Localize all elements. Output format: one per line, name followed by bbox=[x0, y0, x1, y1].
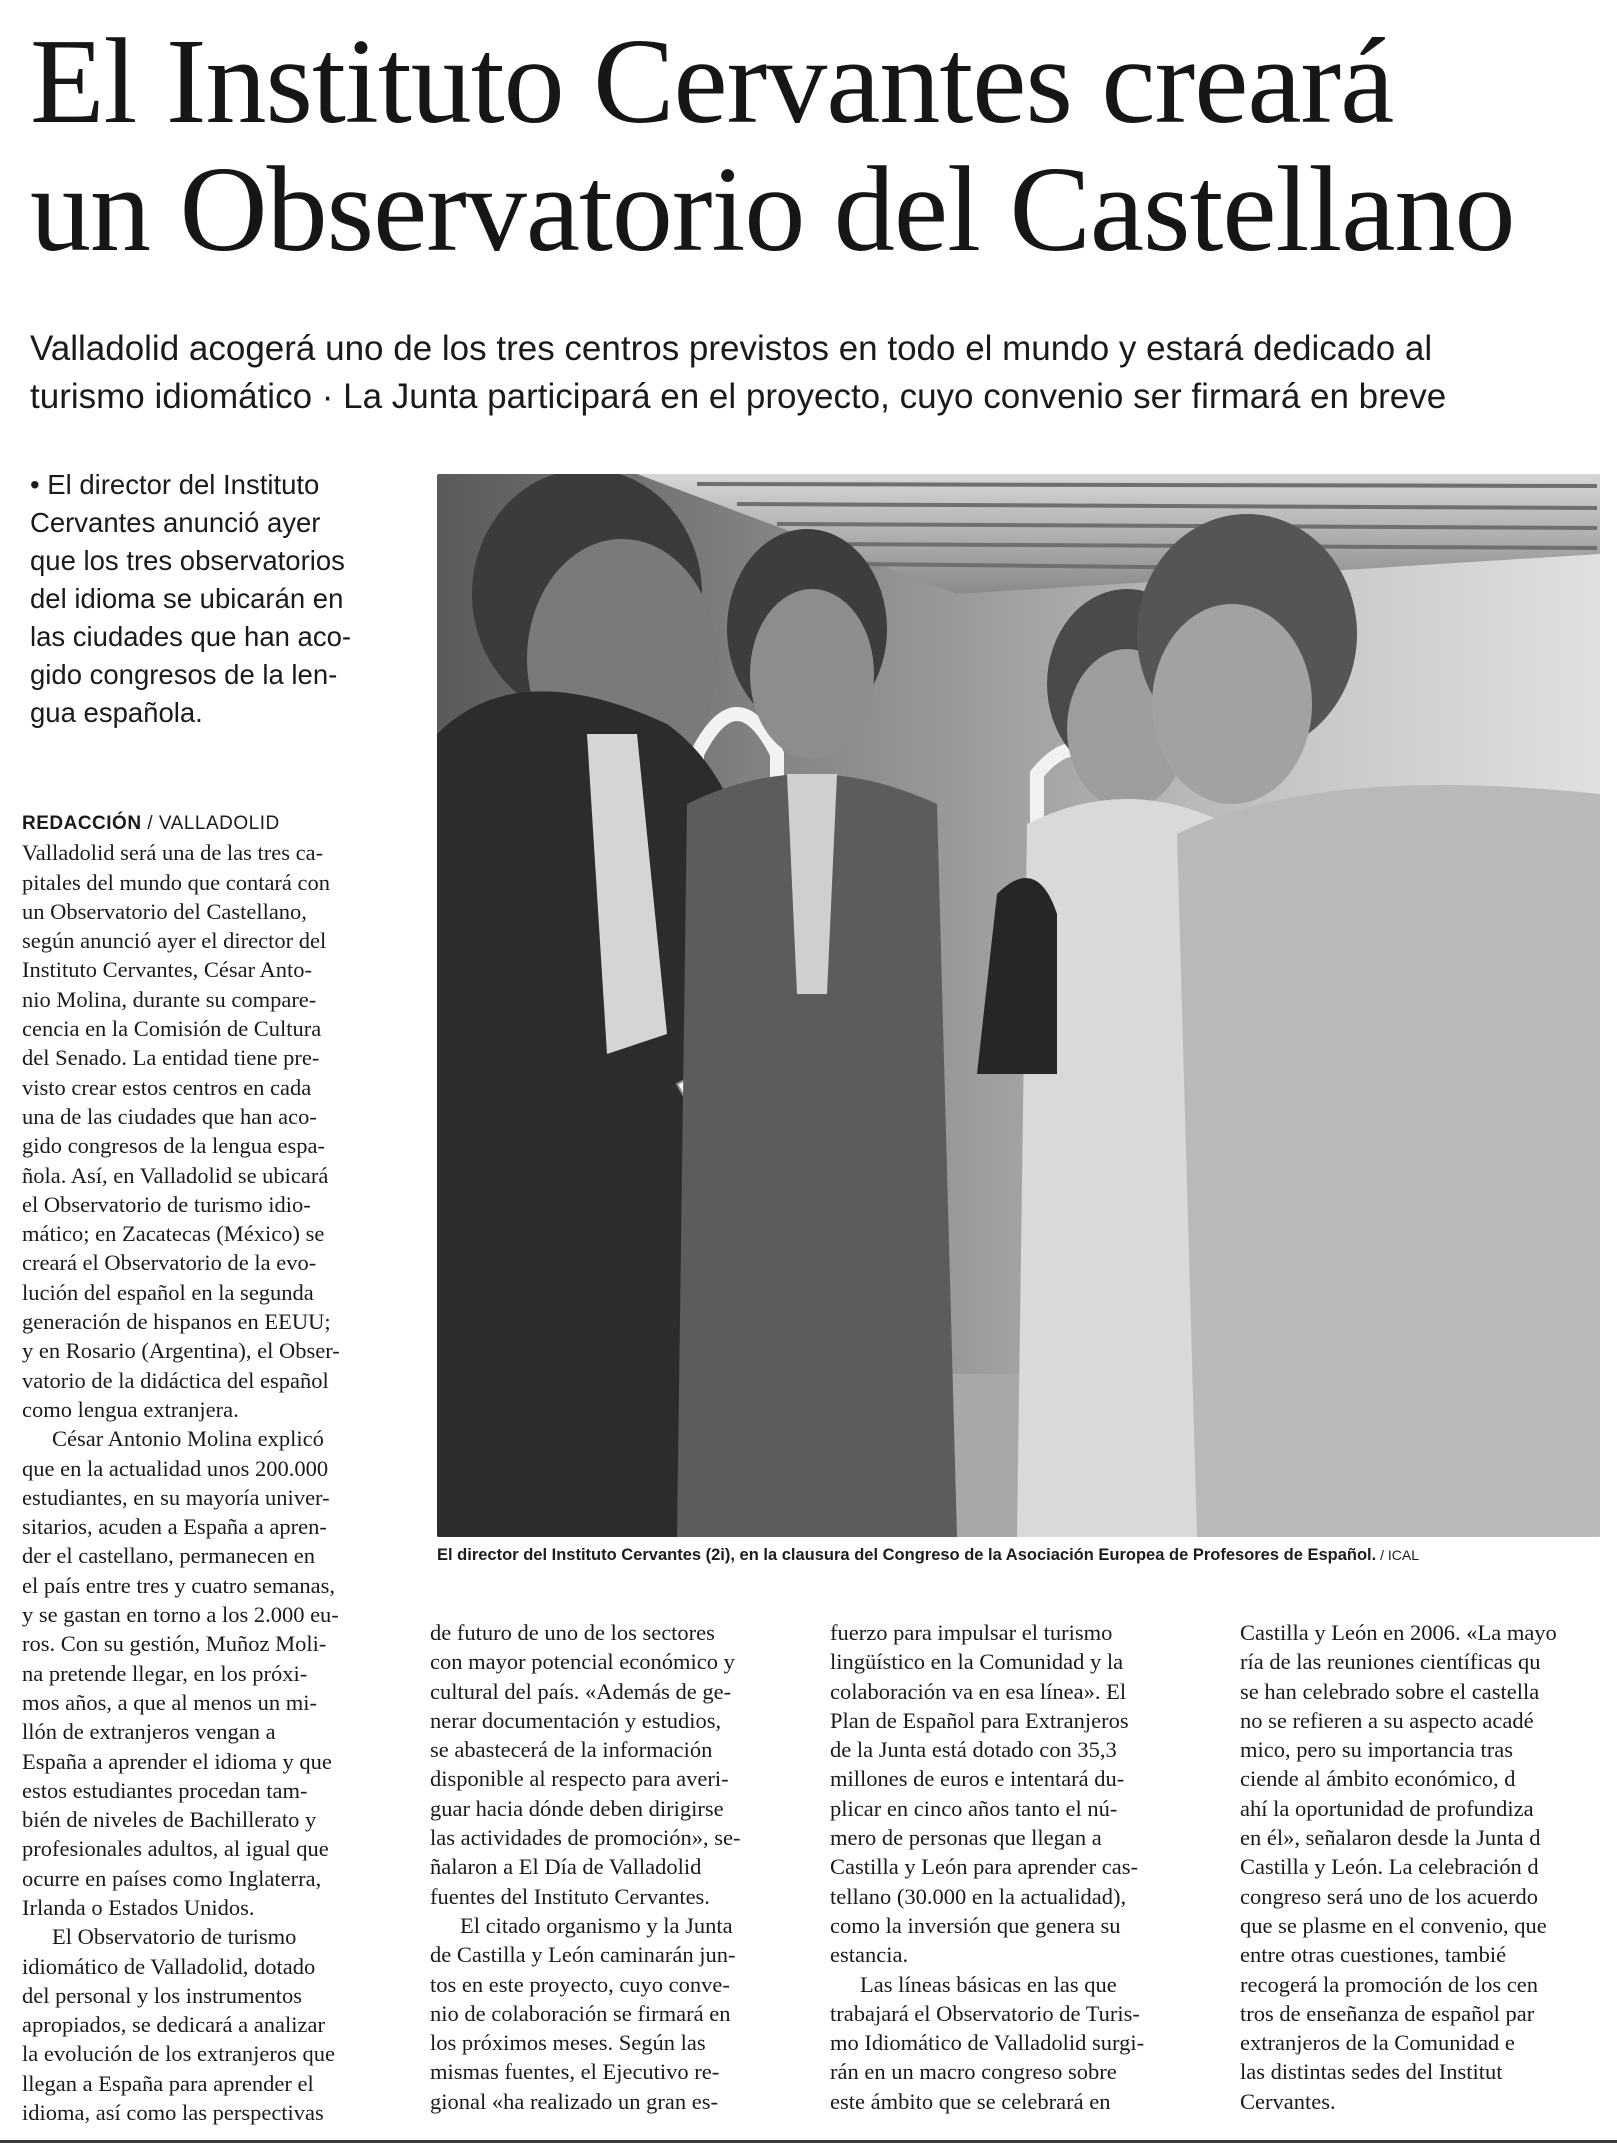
body-column-3 bbox=[830, 1618, 1200, 2116]
body-line: Cervantes. bbox=[1240, 2088, 1336, 2114]
body-line: plicar en cinco años tanto el nú- bbox=[830, 1795, 1118, 1821]
body-line: ahí la oportunidad de profundiza bbox=[1240, 1795, 1534, 1821]
body-line: los próximos meses. Según las bbox=[430, 2030, 706, 2056]
body-line: lución del español en la segunda bbox=[22, 1279, 314, 1305]
body-line: mero de personas que llegan a bbox=[830, 1825, 1102, 1851]
body-line: pitales del mundo que contará con bbox=[22, 869, 331, 895]
body-line: El citado organismo y la Junta bbox=[460, 1912, 733, 1938]
body-line: vatorio de la didáctica del español bbox=[22, 1367, 329, 1393]
body-line: que se plasme en el convenio, que bbox=[1240, 1912, 1547, 1938]
body-line: fuerzo para impulsar el turismo bbox=[830, 1620, 1113, 1645]
body-line: creará el Observatorio de la evo- bbox=[22, 1250, 317, 1276]
body-line: ría de las reuniones científicas qu bbox=[1240, 1649, 1541, 1675]
lead-line: gua española. bbox=[30, 697, 203, 728]
body-line: cultural del país. «Además de ge- bbox=[430, 1678, 732, 1704]
body-line: Las líneas básicas en las que bbox=[860, 1971, 1117, 1997]
body-line: de Castilla y León caminarán jun- bbox=[430, 1942, 736, 1968]
body-line: llegan a España para aprender el bbox=[22, 2070, 314, 2096]
body-line: gido congresos de la lengua espa- bbox=[22, 1133, 326, 1159]
body-line: gional «ha realizado un gran es- bbox=[430, 2088, 719, 2114]
body-line: como lengua extranjera. bbox=[22, 1396, 239, 1422]
lead-line: del idioma se ubicarán en bbox=[30, 583, 344, 614]
body-line: Plan de Español para Extranjeros bbox=[830, 1707, 1129, 1733]
body-line: estudiantes, en su mayoría univer- bbox=[22, 1484, 330, 1510]
body-line: España a aprender el idioma y que bbox=[22, 1748, 332, 1774]
byline-author: REDACCIÓN bbox=[22, 813, 142, 834]
body-line: la evolución de los extranjeros que bbox=[22, 2041, 336, 2067]
body-line: tos en este proyecto, cuyo conve- bbox=[430, 1971, 730, 1997]
body-line: extranjeros de la Comunidad e bbox=[1240, 2030, 1515, 2056]
body-line: cencia en la Comisión de Cultura bbox=[22, 1016, 322, 1042]
body-line: mismas fuentes, el Ejecutivo re- bbox=[430, 2059, 720, 2085]
body-line: estancia. bbox=[830, 1942, 909, 1968]
subheadline-line-1: Valladolid acogerá uno de los tres centros previstos en todo el mundo y estará dedicado al bbox=[30, 329, 1433, 368]
body-line: este ámbito que se celebrará en bbox=[830, 2088, 1111, 2114]
body-column-4 bbox=[1240, 1618, 1610, 2116]
photo-caption bbox=[437, 1546, 1607, 1565]
body-line: se abastecerá de la información bbox=[430, 1737, 713, 1763]
body-line: y se gastan en torno a los 2.000 eu- bbox=[22, 1602, 339, 1628]
body-line: entre otras cuestiones, tambié bbox=[1240, 1942, 1507, 1968]
body-line: lingüístico en la Comunidad y la bbox=[830, 1649, 1124, 1675]
body-line: nerar documentación y estudios, bbox=[430, 1707, 722, 1733]
lead-line: • El director del Instituto bbox=[30, 469, 320, 500]
body-column-1 bbox=[22, 807, 420, 2127]
body-line: mo Idiomático de Valladolid surgi- bbox=[830, 2030, 1145, 2056]
body-line: las actividades de promoción», se- bbox=[430, 1825, 741, 1851]
body-line: el Observatorio de turismo idio- bbox=[22, 1191, 311, 1217]
body-line: trabajará el Observatorio de Turis- bbox=[830, 2000, 1140, 2026]
body-line: colaboración va en esa línea». El bbox=[830, 1678, 1127, 1704]
body-line: Castilla y León para aprender cas- bbox=[830, 1854, 1138, 1880]
body-line: nio Molina, durante su compare- bbox=[22, 986, 317, 1012]
body-line: se han celebrado sobre el castella bbox=[1240, 1678, 1540, 1704]
body-line: estos estudiantes procedan tam- bbox=[22, 1777, 308, 1803]
subheadline-line-2: turismo idiomático · La Junta participará en el proyecto, cuyo convenio ser firmará en breve bbox=[30, 377, 1447, 416]
body-line: tellano (30.000 en la actualidad), bbox=[830, 1883, 1127, 1909]
body-line: recogerá la promoción de los cen bbox=[1240, 1971, 1538, 1997]
body-line: na pretende llegar, en los próxi- bbox=[22, 1660, 308, 1686]
body-line: visto crear estos centros en cada bbox=[22, 1074, 312, 1100]
body-line: según anunció ayer el director del bbox=[22, 928, 327, 954]
lead-line: que los tres observatorios bbox=[30, 545, 345, 576]
body-line: llón de extranjeros vengan a bbox=[22, 1719, 276, 1745]
body-line: apropiados, se dedicará a analizar bbox=[22, 2012, 325, 2038]
body-line: las distintas sedes del Institut bbox=[1240, 2059, 1503, 2085]
lead-line: las ciudades que han aco- bbox=[30, 621, 352, 652]
body-line: ros. Con su gestión, Muñoz Moli- bbox=[22, 1631, 327, 1657]
body-line: el país entre tres y cuatro semanas, bbox=[22, 1572, 336, 1598]
lead-summary bbox=[30, 466, 425, 732]
body-line: ocurre en países como Inglaterra, bbox=[22, 1865, 322, 1891]
body-line: bién de niveles de Bachillerato y bbox=[22, 1807, 317, 1833]
body-line: congreso será uno de los acuerdo bbox=[1240, 1883, 1539, 1909]
body-line: sitarios, acuden a España a apren- bbox=[22, 1514, 327, 1540]
photo-credit: / ICAL bbox=[1376, 1547, 1420, 1563]
body-line: profesionales adultos, al igual que bbox=[22, 1836, 329, 1862]
headline bbox=[30, 14, 1600, 277]
body-line: una de las ciudades que han aco- bbox=[22, 1103, 317, 1129]
body-line: tros de enseñanza de español par bbox=[1240, 2000, 1535, 2026]
body-line: del Senado. La entidad tiene pre- bbox=[22, 1045, 320, 1071]
body-line: como la inversión que genera su bbox=[830, 1912, 1121, 1938]
body-line: con mayor potencial económico y bbox=[430, 1649, 735, 1675]
body-line: ñola. Así, en Valladolid se ubicará bbox=[22, 1162, 329, 1188]
caption-text: El director del Instituto Cervantes (2i), en la clausura del Congreso de la Asociación Europea de Profesores de Español. bbox=[437, 1546, 1377, 1564]
body-line: rán en un macro congreso sobre bbox=[830, 2059, 1117, 2085]
body-line: disponible al respecto para averi- bbox=[430, 1766, 729, 1792]
body-line: mos años, a que al menos un mi- bbox=[22, 1689, 317, 1715]
body-line: Valladolid será una de las tres ca- bbox=[22, 840, 324, 866]
body-line: de la Junta está dotado con 35,3 bbox=[830, 1737, 1117, 1763]
body-line: Castilla y León en 2006. «La mayo bbox=[1240, 1620, 1557, 1645]
body-line: ciende al ámbito económico, d bbox=[1240, 1766, 1516, 1792]
lead-line: gido congresos de la len- bbox=[30, 659, 338, 690]
body-line: no se refieren a su aspecto acadé bbox=[1240, 1707, 1534, 1733]
byline bbox=[22, 807, 420, 838]
headline-line-1: El Instituto Cervantes creará bbox=[30, 14, 1394, 149]
headline-line-2: un Observatorio del Castellano bbox=[30, 142, 1515, 277]
body-line: en él», señalaron desde la Junta d bbox=[1240, 1825, 1541, 1851]
body-line: mático; en Zacatecas (México) se bbox=[22, 1221, 325, 1247]
body-line: del personal y los instrumentos bbox=[22, 1982, 302, 2008]
body-line: guar hacia dónde deben dirigirse bbox=[430, 1795, 724, 1821]
body-line: idioma, así como las perspectivas bbox=[22, 2100, 324, 2126]
body-line: der el castellano, permanecen en bbox=[22, 1543, 315, 1569]
photo-illustration bbox=[437, 474, 1600, 1537]
body-line: mico, pero su importancia tras bbox=[1240, 1737, 1514, 1763]
news-photo bbox=[437, 474, 1600, 1537]
body-line: César Antonio Molina explicó bbox=[52, 1426, 324, 1452]
bottom-rule bbox=[0, 2140, 1617, 2143]
body-line: nio de colaboración se firmará en bbox=[430, 2000, 731, 2026]
body-column-2 bbox=[430, 1618, 800, 2116]
lead-line: Cervantes anunció ayer bbox=[30, 507, 321, 538]
byline-location: / VALLADOLID bbox=[141, 813, 280, 834]
body-line: de futuro de uno de los sectores bbox=[430, 1620, 715, 1645]
subheadline bbox=[30, 325, 1605, 421]
body-line: millones de euros e intentará du- bbox=[830, 1766, 1125, 1792]
body-line: El Observatorio de turismo bbox=[52, 1924, 297, 1950]
body-line: un Observatorio del Castellano, bbox=[22, 898, 307, 924]
body-line: y en Rosario (Argentina), el Obser- bbox=[22, 1338, 340, 1364]
body-line: ñalaron a El Día de Valladolid bbox=[430, 1854, 702, 1880]
body-line: Irlanda o Estados Unidos. bbox=[22, 1894, 255, 1920]
body-line: fuentes del Instituto Cervantes. bbox=[430, 1883, 710, 1909]
body-line: que en la actualidad unos 200.000 bbox=[22, 1455, 329, 1481]
body-line: Instituto Cervantes, César Anto- bbox=[22, 957, 312, 983]
body-line: Castilla y León. La celebración d bbox=[1240, 1854, 1539, 1880]
body-line: generación de hispanos en EEUU; bbox=[22, 1309, 331, 1335]
body-line: idiomático de Valladolid, dotado bbox=[22, 1953, 316, 1979]
